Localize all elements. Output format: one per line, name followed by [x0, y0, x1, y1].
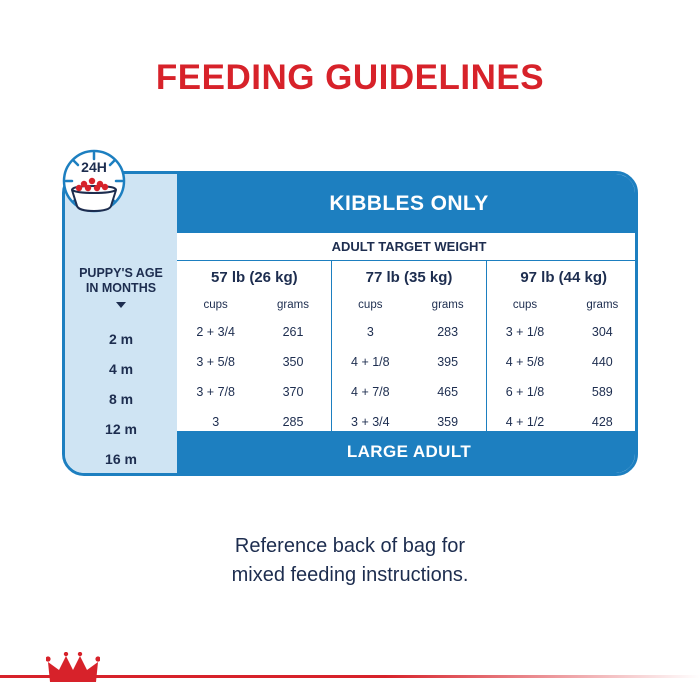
cell: 3 + 1/8 [505, 325, 545, 339]
age-item: 16 m [105, 451, 137, 467]
cell: 428 [591, 415, 613, 429]
weight-header: 97 lb (44 kg) [520, 268, 608, 286]
cell: 4 + 7/8 [351, 385, 390, 399]
cell: 359 [437, 415, 459, 429]
cell: 2 + 3/4 [196, 325, 235, 339]
column-divider [486, 261, 487, 437]
age-item: 4 m [108, 361, 134, 377]
cell: 370 [282, 385, 304, 399]
kibbles-only-header: KIBBLES ONLY [177, 174, 638, 233]
cell: 3 [366, 325, 374, 339]
feeding-rows [177, 317, 638, 437]
unit-headers-row [177, 293, 638, 317]
unit-header: cups [203, 299, 228, 311]
table-row [177, 377, 638, 407]
unit-header: cups [512, 299, 538, 311]
cell: 3 + 3/4 [351, 415, 390, 429]
unit-header: grams [586, 299, 619, 311]
footnote [0, 532, 700, 590]
cell: 465 [437, 385, 459, 399]
footnote-line2: mixed feeding instructions. [231, 564, 469, 586]
cell: 3 [212, 415, 220, 429]
page-title: FEEDING GUIDELINES [155, 58, 545, 97]
down-arrow-icon [116, 302, 126, 308]
large-adult-footer: LARGE ADULT [177, 431, 638, 473]
cell: 395 [437, 355, 459, 369]
svg-text:24H: 24H [81, 159, 107, 175]
table-row [177, 347, 638, 377]
weight-headers-row [177, 261, 638, 293]
bowl-clock-icon [48, 148, 158, 226]
cell: 285 [282, 415, 304, 429]
column-divider [331, 261, 332, 437]
cell: 261 [282, 325, 304, 339]
age-list [65, 324, 177, 474]
unit-header: grams [277, 299, 309, 311]
age-column-header-line1: PUPPY'S AGE [79, 266, 163, 280]
age-column-header [65, 266, 177, 296]
cell: 3 + 7/8 [196, 385, 235, 399]
crown-logo-icon [46, 652, 100, 686]
age-item: 12 m [105, 421, 137, 437]
footnote-line1: Reference back of bag for [234, 535, 466, 557]
cell: 440 [591, 355, 613, 369]
age-item: 2 m [108, 331, 134, 347]
cell: 4 + 5/8 [505, 355, 545, 369]
adult-target-weight-header: ADULT TARGET WEIGHT [177, 233, 638, 261]
cell: 304 [591, 325, 613, 339]
table-row [177, 317, 638, 347]
cell: 589 [591, 385, 613, 399]
unit-header: cups [358, 299, 383, 311]
weight-header: 77 lb (35 kg) [365, 268, 453, 286]
cell: 4 + 1/8 [351, 355, 390, 369]
cell: 4 + 1/2 [505, 415, 545, 429]
age-item: 8 m [108, 391, 134, 407]
brand-rule [0, 675, 700, 678]
cell: 6 + 1/8 [505, 385, 545, 399]
unit-header: grams [431, 299, 464, 311]
age-column-header-line2: IN MONTHS [85, 281, 157, 295]
brand-bar [0, 636, 700, 700]
cell: 3 + 5/8 [196, 355, 235, 369]
cell: 283 [437, 325, 459, 339]
weight-header: 57 lb (26 kg) [210, 268, 298, 286]
cell: 350 [282, 355, 304, 369]
